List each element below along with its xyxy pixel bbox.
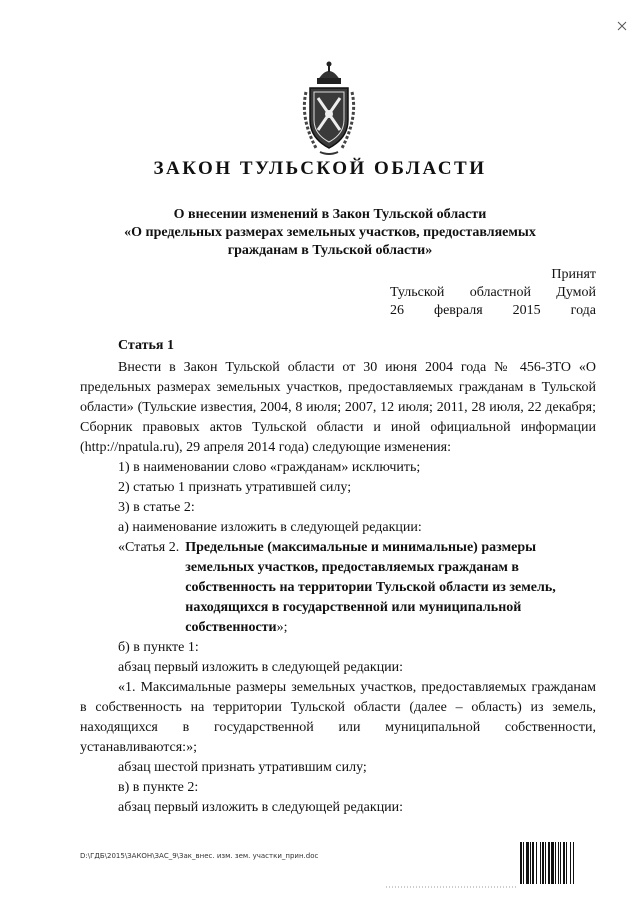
article-2-text: Предельные (максимальные и минимальные) размеры земельных участков, предоставляемых гражданам в собственность на территории Тульской области из земель, находящихся в государственной или муниципальной собственности»; xyxy=(185,540,556,635)
list-item: абзац первый изложить в следующей редакции: xyxy=(118,660,404,675)
list-item: 2) статью 1 признать утратившей силу; xyxy=(118,480,352,495)
dotted-rule xyxy=(386,886,516,888)
file-path: D:\ГДБ\2015\ЗАКОН\ЗАС_9\Зак_внес. изм. зем. участки_прин.doc xyxy=(80,852,319,860)
coat-of-arms-icon xyxy=(296,58,362,158)
list-item: а) наименование изложить в следующей редакции: xyxy=(118,520,422,535)
list-item: 1) в наименовании слово «гражданам» исключить; xyxy=(118,460,421,475)
adopted-date: 26 февраля 2015 года xyxy=(390,303,596,318)
list-item: в) в пункте 2: xyxy=(118,780,199,795)
subtitle-line: гражданам в Тульской области» xyxy=(227,243,433,258)
barcode-icon xyxy=(520,842,596,884)
adopted-by: Тульской областной Думой xyxy=(390,285,596,300)
law-title: ЗАКОН ТУЛЬСКОЙ ОБЛАСТИ xyxy=(153,158,487,179)
article-title: Статья 1 xyxy=(118,338,174,353)
article-intro: Внести в Закон Тульской области от 30 июня 2004 года № 456-ЗТО «О предельных размерах земельных участков, предоставляемых гражданам в Тульской области» (Тульские известия, 2004, 8 июля; 2007, 12 июля; 2011, 28 июля, 22 декабря; Сборник правовых актов Тульской области и иной официальной информации (http://npatula.ru), 29 апреля 2014 года) следующие изменения: xyxy=(80,360,596,455)
list-item: абзац первый изложить в следующей редакции: xyxy=(118,800,404,815)
list-item: абзац шестой признать утратившим силу; xyxy=(118,760,367,775)
article-2-heading xyxy=(80,538,596,638)
list-item: б) в пункте 1: xyxy=(118,640,199,655)
subtitle-line: «О предельных размерах земельных участков, предоставляемых xyxy=(124,225,536,240)
subtitle-line: О внесении изменений в Закон Тульской области xyxy=(173,207,487,222)
article-body xyxy=(80,358,596,818)
quoted-paragraph: «1. Максимальные размеры земельных участков, предоставляемых гражданам в собственность на территории Тульской области (далее – область) из земель, находящихся в государственной или муниципальной собственности, устанавливаются:»; xyxy=(80,680,596,755)
article-2-label: «Статья 2. xyxy=(118,540,180,555)
list-item: 3) в статье 2: xyxy=(118,500,195,515)
adopted-label: Принят xyxy=(551,267,596,282)
law-subtitle xyxy=(80,206,580,260)
adoption-block xyxy=(390,266,596,320)
